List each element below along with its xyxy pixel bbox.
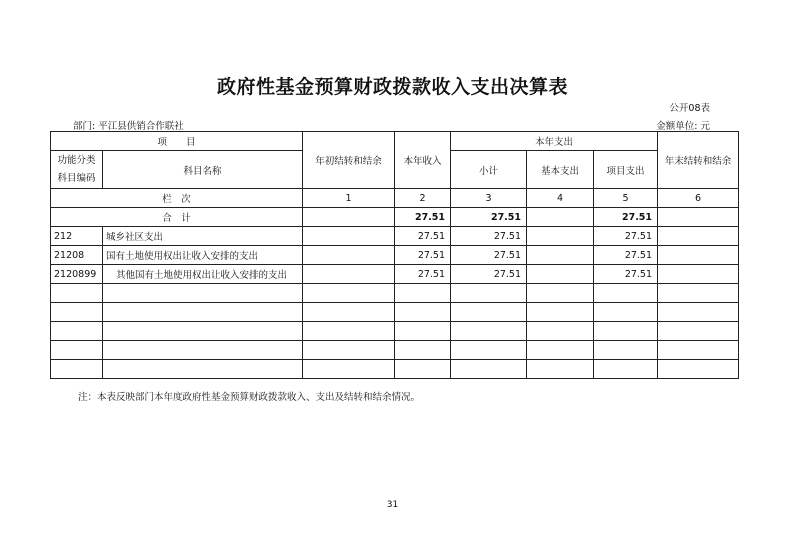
row-subtotal: 27.51 xyxy=(451,246,527,265)
row-code: 21208 xyxy=(51,246,103,265)
column-number: 2 xyxy=(395,189,451,208)
table-row xyxy=(51,360,739,379)
row-income xyxy=(395,360,451,379)
row-basic xyxy=(527,246,594,265)
column-number: 4 xyxy=(527,189,594,208)
row-income: 27.51 xyxy=(395,246,451,265)
row-name xyxy=(103,303,303,322)
row-basic xyxy=(527,265,594,284)
row-income xyxy=(395,322,451,341)
row-subtotal: 27.51 xyxy=(451,227,527,246)
row-code xyxy=(51,322,103,341)
row-basic xyxy=(527,341,594,360)
row-project: 27.51 xyxy=(594,265,658,284)
row-end xyxy=(658,265,739,284)
header-basic: 基本支出 xyxy=(527,151,594,189)
row-project xyxy=(594,284,658,303)
total-end xyxy=(658,208,739,227)
row-code xyxy=(51,341,103,360)
row-project xyxy=(594,303,658,322)
column-number: 5 xyxy=(594,189,658,208)
report-title: 政府性基金预算财政拨款收入支出决算表 xyxy=(216,76,568,98)
header-code-line1: 功能分类 xyxy=(57,154,96,166)
row-income xyxy=(395,284,451,303)
column-number: 6 xyxy=(658,189,739,208)
table-row xyxy=(51,265,739,284)
row-project: 27.51 xyxy=(594,246,658,265)
row-subtotal xyxy=(451,322,527,341)
row-basic xyxy=(527,284,594,303)
table-row xyxy=(51,303,739,322)
row-code: 212 xyxy=(51,227,103,246)
header-expense-group: 本年支出 xyxy=(451,132,658,151)
row-subtotal xyxy=(451,303,527,322)
table-row xyxy=(51,246,739,265)
header-item: 项 目 xyxy=(51,132,303,151)
header-begin-balance: 年初结转和结余 xyxy=(303,132,395,189)
row-end xyxy=(658,246,739,265)
column-number-label: 栏 次 xyxy=(51,189,303,208)
header-project: 项目支出 xyxy=(594,151,658,189)
row-end xyxy=(658,303,739,322)
row-name xyxy=(103,322,303,341)
row-basic xyxy=(527,303,594,322)
row-name xyxy=(103,360,303,379)
row-begin xyxy=(303,227,395,246)
row-basic xyxy=(527,322,594,341)
row-project: 27.51 xyxy=(594,227,658,246)
footnote: 注：本表反映部门本年度政府性基金预算财政拨款收入、支出及结转和结余情况。 xyxy=(78,392,421,403)
table-row xyxy=(51,227,739,246)
table-row xyxy=(51,322,739,341)
row-begin xyxy=(303,265,395,284)
row-begin xyxy=(303,284,395,303)
row-end xyxy=(658,360,739,379)
row-subtotal: 27.51 xyxy=(451,265,527,284)
total-basic xyxy=(527,208,594,227)
total-row xyxy=(51,208,739,227)
header-subtotal: 小计 xyxy=(451,151,527,189)
header-code-line2: 科目编码 xyxy=(57,172,96,184)
row-name: 国有土地使用权出让收入安排的支出 xyxy=(103,246,303,265)
row-income: 27.51 xyxy=(395,265,451,284)
total-subtotal: 27.51 xyxy=(451,208,527,227)
row-basic xyxy=(527,227,594,246)
row-income xyxy=(395,303,451,322)
column-number: 3 xyxy=(451,189,527,208)
table-row xyxy=(51,284,739,303)
row-project xyxy=(594,360,658,379)
row-code xyxy=(51,284,103,303)
row-end xyxy=(658,341,739,360)
row-income: 27.51 xyxy=(395,227,451,246)
header-name: 科目名称 xyxy=(103,151,303,189)
column-number-row xyxy=(51,189,739,208)
row-project xyxy=(594,322,658,341)
department-label: 部门: 平江县供销合作联社 xyxy=(73,121,184,132)
row-name: 城乡社区支出 xyxy=(103,227,303,246)
form-number: 公开08表 xyxy=(669,103,710,114)
row-begin xyxy=(303,303,395,322)
row-subtotal xyxy=(451,284,527,303)
total-begin xyxy=(303,208,395,227)
header-row-1 xyxy=(51,132,739,151)
table-row xyxy=(51,341,739,360)
row-subtotal xyxy=(451,360,527,379)
row-name xyxy=(103,284,303,303)
header-income: 本年收入 xyxy=(395,132,451,189)
row-begin xyxy=(303,341,395,360)
row-end xyxy=(658,227,739,246)
row-begin xyxy=(303,246,395,265)
row-code xyxy=(51,360,103,379)
row-name: 其他国有土地使用权出让收入安排的支出 xyxy=(103,265,303,284)
page-number: 31 xyxy=(386,500,399,510)
total-project: 27.51 xyxy=(594,208,658,227)
row-end xyxy=(658,322,739,341)
row-subtotal xyxy=(451,341,527,360)
row-project xyxy=(594,341,658,360)
header-code xyxy=(51,151,103,189)
row-code xyxy=(51,303,103,322)
total-label: 合 计 xyxy=(51,208,303,227)
row-begin xyxy=(303,322,395,341)
row-name xyxy=(103,341,303,360)
row-begin xyxy=(303,360,395,379)
total-income: 27.51 xyxy=(395,208,451,227)
header-end-balance: 年末结转和结余 xyxy=(658,132,739,189)
row-code: 2120899 xyxy=(51,265,103,284)
row-income xyxy=(395,341,451,360)
row-basic xyxy=(527,360,594,379)
column-number: 1 xyxy=(303,189,395,208)
row-end xyxy=(658,284,739,303)
currency-unit-label: 金额单位: 元 xyxy=(656,121,710,132)
report-table xyxy=(50,131,739,379)
